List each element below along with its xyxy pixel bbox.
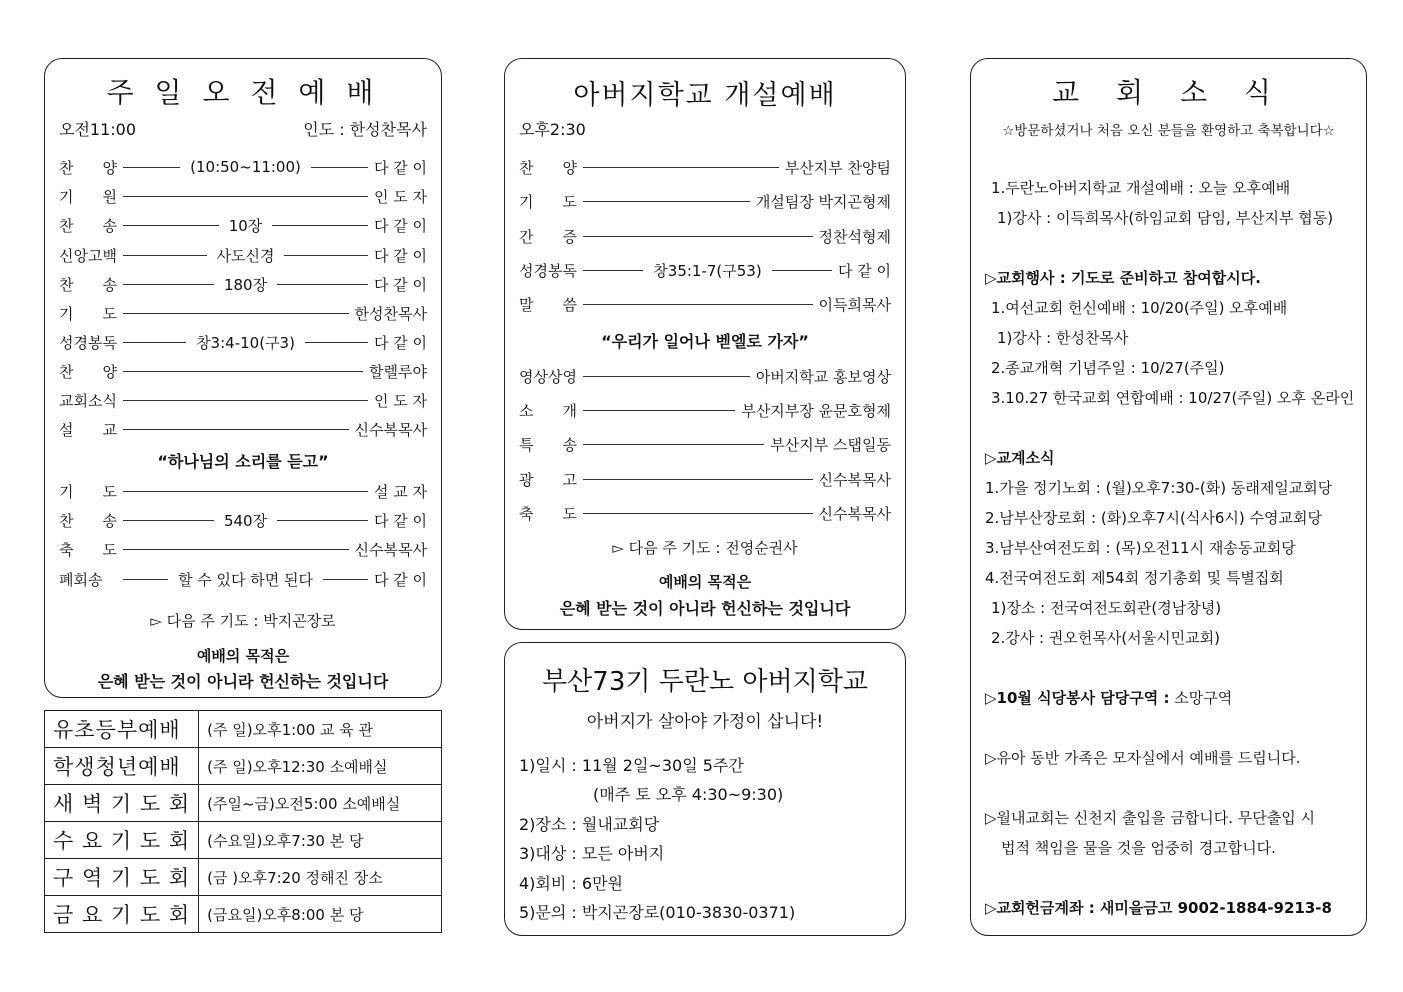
order-row: 소 개 부산지부장 윤문호형제 [519,401,891,420]
church-news-box: 교 회 소 식 ☆방문하셨거나 처음 오신 분들을 환영하고 축복합니다☆ 1.두란노아버지학교 개설예배 : 오늘 오후예배 1)강사 : 이득희목사(하임교회 담임, 부산지부 협동) ▷교회행사 : 기도로 준비하고 참여합시다. 1.여선교회 헌신예배 : 10/20(주일) 오후예배 1)강사 : 한성찬목사 2.종교개혁 기념주일 : 10/27(주일) 3.10.27 한국교회 연합예배 : 10/27(주일) 오후 온라인 ▷교계소식 1.가을 정기노회 : (월)오후7:30-(화) 동래제일교회당 2.남부산장로회 : (화)오후7시(식사6시) 수영교회당 3.남부산여전도회 : (목)오전11시 재송동교회당 4.전국여전도회 제54회 정기총회 및 특별집회 1)장소 : 전국여전도회관(경남창녕) 2.강사 : 권오헌목사(서울시민교회) ▷10월 식당봉사 담당구역 : 소망구역 ▷유아 동반 가족은 모자실에서 예배를 드립니다. ▷월내교회는 신천지 출입을 금합니다. 무단출입 시 법적 책임을 물을 것을 엄중히 경고합니다. ▷교회헌금계좌 : 새미을금고 9002-1884-9213-8 [970,58,1367,936]
next-prayer: ▻ 다음 주 기도 : 전영순권사 [612,539,798,557]
order-row: 성경봉독 창3:4-10(구3) 다 같 이 [59,333,428,352]
news-title: 교 회 소 식 [1052,76,1285,109]
order-row: 말 씀 이득희목사 [519,295,891,314]
table-row: 학생청년예배 (주 일)오후12:30 소예배실 [45,748,442,785]
order-row: 찬 양 (10:50~11:00) 다 같 이 [59,158,427,177]
father-service-box [504,58,906,630]
school-line: 4)회비 : 6만원 [519,874,623,893]
table-row: 수 요 기 도 회 (수요일)오후7:30 본 당 [45,822,442,859]
table-row: 새 벽 기 도 회 (주일~금)오전5:00 소예배실 [45,785,442,822]
school-line: 5)문의 : 박지곤장로(010-3830-0371) [519,903,796,922]
purpose-line-2: 은혜 받는 것이 아니라 헌신하는 것입니다 [559,599,851,618]
order-row: 찬 송 540장 다 같 이 [59,511,428,530]
order-row: 광 고 신수복목사 [519,470,891,489]
school-subtitle: 아버지가 살아야 가정이 삽니다! [586,712,824,732]
next-prayer: ▻ 다음 주 기도 : 박지곤장로 [150,612,336,630]
meal-line: ▷10월 식당봉사 담당구역 : 소망구역 [985,689,1233,707]
order-row: 신앙고백 사도신경 다 같 이 [59,246,428,265]
table-row: 유초등부예배 (주 일)오후1:00 교 육 관 [45,711,442,748]
sermon-title: “하나님의 소리를 듣고” [157,452,329,471]
morning-service-box [44,58,442,698]
order-row: 찬 송 10장 다 같 이 [59,216,427,235]
order-row: 찬 양 할렐루야 [59,362,427,381]
order-row: 기 도 설 교 자 [59,482,427,501]
sermon-title: “우리가 일어나 벧엘로 가자” [601,332,809,351]
order-row: 성경봉독 창35:1-7(구53) 다 같 이 [519,261,891,280]
order-row: 찬 송 180장 다 같 이 [59,275,428,294]
warning-line: 법적 책임을 물을 것을 엄중히 경고합니다. [1001,839,1276,857]
father-time: 오후2:30 [519,120,586,139]
order-label: 찬 양 [59,158,117,177]
purpose-line-1: 예배의 목적은 [196,647,290,665]
order-row: 교회소식 인 도 자 [59,391,427,410]
table-row: 금 요 기 도 회 (금요일)오후8:00 본 당 [45,896,442,933]
welcome-line: ☆방문하셨거나 처음 오신 분들을 환영하고 축복합니다☆ [1002,123,1335,139]
purpose-line-2: 은혜 받는 것이 아니라 헌신하는 것입니다 [97,672,389,691]
morning-title: 주 일 오 전 예 배 [106,76,380,109]
schedule-table [44,710,442,933]
purpose-line-1: 예배의 목적은 [658,573,752,591]
warning-line: ▷월내교회는 신천지 출입을 금합니다. 무단출입 시 [985,809,1315,827]
morning-time: 오전11:00 [59,120,137,139]
order-row: 특 송 부산지부 스탭일동 [519,435,891,454]
order-row: 축 도 신수복목사 [59,540,427,559]
school-line: 1)일시 : 11월 2일~30일 5주간 [519,756,744,775]
school-line: 2)장소 : 월내교회당 [519,815,660,834]
order-row: 영상상영 아버지학교 홍보영상 [519,367,891,386]
father-title: 아버지학교 개설예배 [573,80,837,111]
event-heading: ▷교회행사 : 기도로 준비하고 참여합시다. [985,269,1261,287]
order-row: 축 도 신수복목사 [519,504,891,523]
order-row: 기 원 인 도 자 [59,187,427,206]
account-line: ▷교회헌금계좌 : 새미을금고 9002-1884-9213-8 [985,899,1332,917]
order-row: 기 도 개설팀장 박지곤형제 [519,192,891,211]
school-line: (매주 토 오후 4:30~9:30) [593,785,784,804]
presbytery-heading: ▷교계소식 [985,449,1055,467]
school-title: 부산73기 두란노 아버지학교 [542,667,868,697]
infant-line: ▷유아 동반 가족은 모자실에서 예배를 드립니다. [985,749,1301,767]
school-line: 3)대상 : 모든 아버지 [519,844,665,863]
order-row: 찬 양 부산지부 찬양팀 [519,158,891,177]
father-school-box [504,642,906,936]
order-row: 폐회송 할 수 있다 하면 된다 다 같 이 [59,570,428,589]
order-row: 기 도 한성찬목사 [59,304,427,323]
morning-leader: 인도 : 한성찬목사 [303,120,427,139]
table-row: 구 역 기 도 회 (금 )오후7:20 정해진 장소 [45,859,442,896]
order-row: 간 증 정찬석형제 [519,227,891,246]
order-row: 설 교 신수복목사 [59,420,427,439]
